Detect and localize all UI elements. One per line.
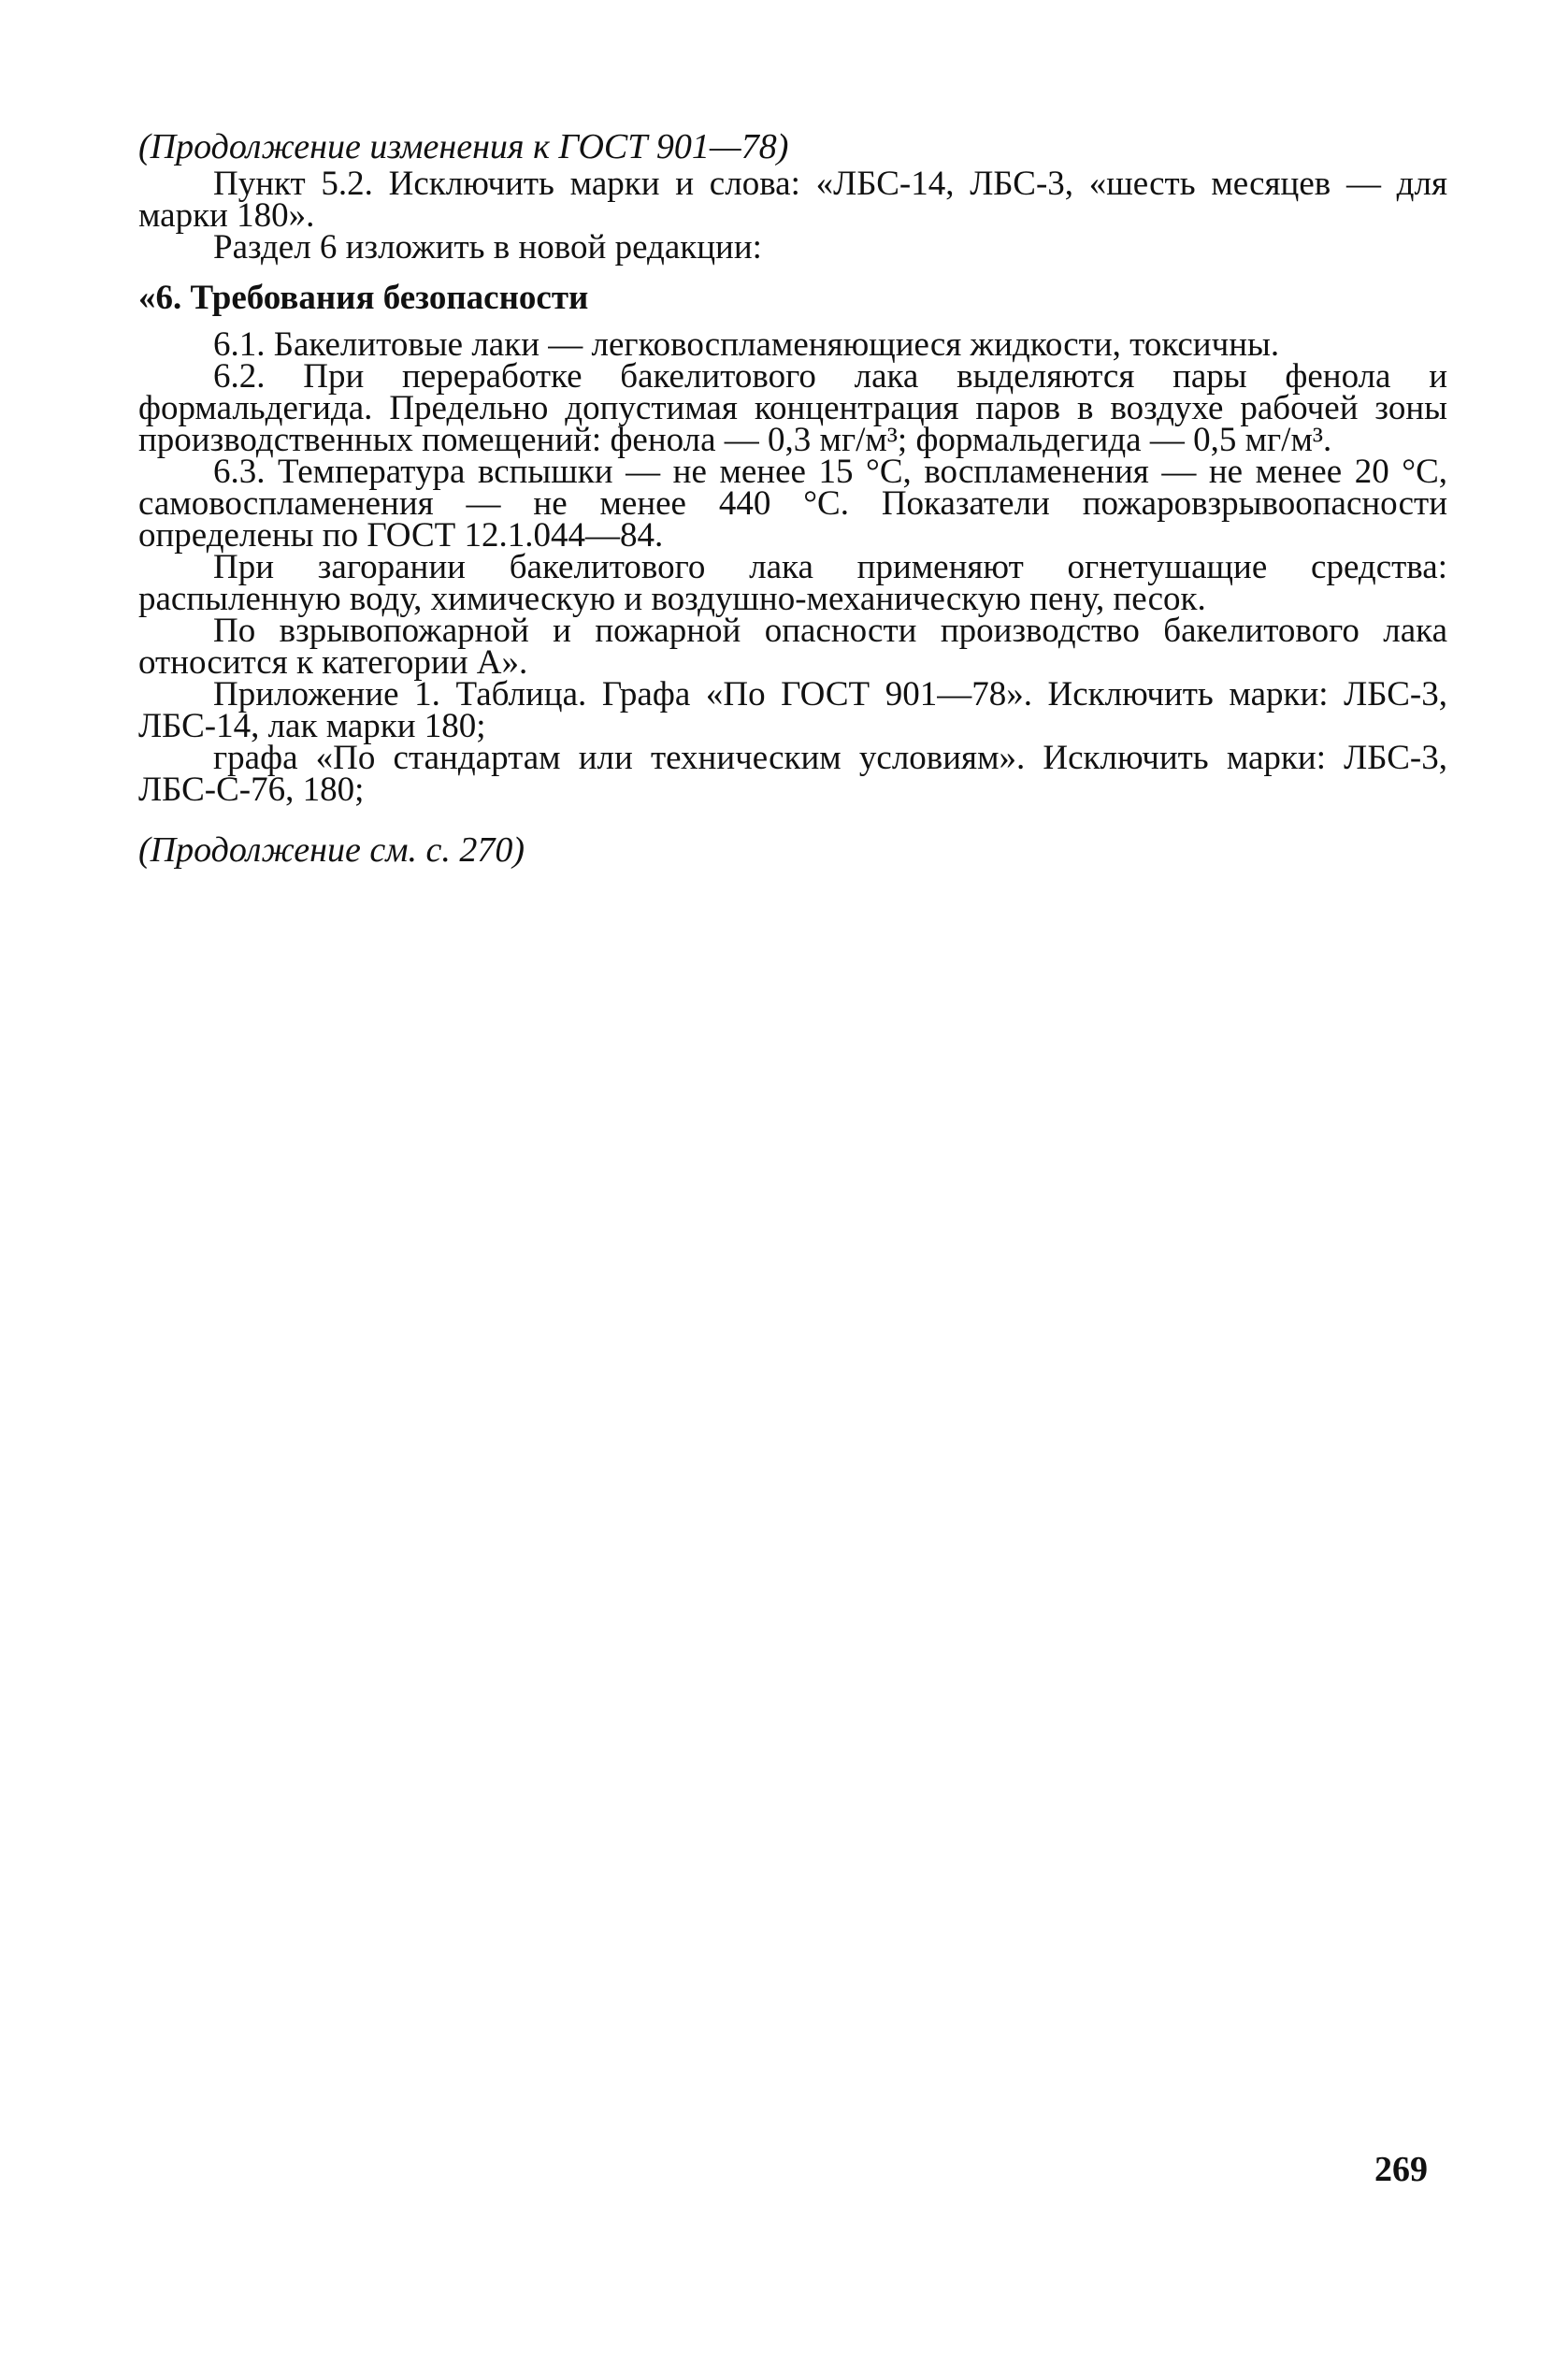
- continued-note: (Продолжение см. с. 270): [138, 830, 525, 870]
- paragraph-section-6-intro: Раздел 6 изложить в новой редакции:: [213, 228, 762, 267]
- paragraph-fire-extinguishing: При загорании бакелитового лака применяют огнетушащие средства: распыленную воду, химическую и воздушно-механическую пену, песок.: [138, 548, 1447, 618]
- paragraph-6-3: 6.3. Температура вспышки — не менее 15 °С, воспламенения — не менее 20 °С, самовоспламенения — не менее 440 °С. Показатели пожаровзрывоопасности определены по ГОСТ 12.1.044—84.: [138, 453, 1447, 555]
- paragraph-item-5-2: Пункт 5.2. Исключить марки и слова: «ЛБС-14, ЛБС-3, «шесть месяцев — для марки 180».: [138, 165, 1447, 235]
- paragraph-6-1: 6.1. Бакелитовые лаки — легковоспламеняющиеся жидкости, токсичны.: [213, 325, 1280, 364]
- paragraph-standards-column: графа «По стандартам или техническим условиям». Исключить марки: ЛБС-3, ЛБС-С-76, 180;: [138, 739, 1447, 809]
- page-number: 269: [1374, 2150, 1428, 2189]
- paragraph-appendix-1: Приложение 1. Таблица. Графа «По ГОСТ 901—78». Исключить марки: ЛБС-3, ЛБС-14, лак марки 180;: [138, 675, 1447, 745]
- continuation-header: (Продолжение изменения к ГОСТ 901—78): [138, 127, 789, 166]
- text-block: [138, 127, 1447, 870]
- paragraph-hazard-category: По взрывопожарной и пожарной опасности производство бакелитового лака относится к категории А».: [138, 612, 1447, 682]
- paragraph-6-2: 6.2. При переработке бакелитового лака выделяются пары фенола и формальдегида. Предельно допустимая концентрация паров в воздухе рабочей зоны производственных помещений: фенола — 0,3 мг/м³; формальдегида — 0,5 мг/м³.: [138, 357, 1447, 459]
- section-title: «6. Требования безопасности: [138, 279, 589, 317]
